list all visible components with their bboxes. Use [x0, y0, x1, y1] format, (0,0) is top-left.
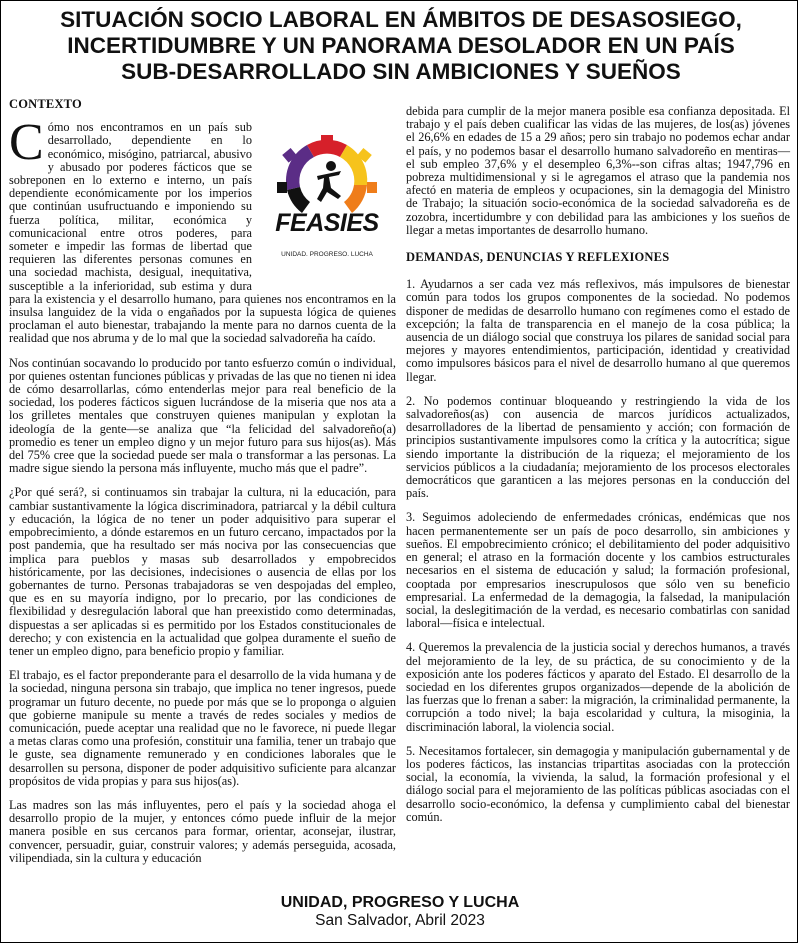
- contexto-paragraph-4: El trabajo, es el factor preponderante para el desarrollo de la vida humana y de la sociedad, ninguna persona sin trabajo, que implica no tener ingresos, puede programar un futuro decente, no puede por más que se lo proponga o alguien que gobierne manipule su mente a través de redes sociales y medios de comunicación, puede aceptar una realidad que no le favorece, ni puede llegar a metas claras como una profesión, constituir una familia, tener un trabajo que le guste, sea dignamente remunerado y en condiciones laborales que le desarrollen su persona, disponer de poder adquisitivo suficiente para alcanzar propósitos de vida propias y para sus hijos(as).: [9, 668, 396, 788]
- demandas-title: DEMANDAS, DENUNCIAS Y REFLEXIONES: [406, 250, 670, 265]
- feasies-logo: [258, 121, 396, 279]
- demanda-item-4: 4. Queremos la prevalencia de la justicia social y derechos humanos, a través del mejoramiento de la ley, de su práctica, de su conocimiento y de la exposición ante los poderes fácticos y aparato del Estado. El desarrollo de la sociedad en los diferentes grupos organizados—depende de la abolición de las fuerzas que lo frenan a saber: la migración, la criminalidad permanente, la corrupción a todo nivel; la baja escolaridad y cultura, la misoginia, la discriminación laboral, la violencia social.: [406, 640, 790, 734]
- contexto-paragraph-3: ¿Por qué será?, si continuamos sin trabajar la cultura, ni la educación, para cambiar sustantivamente la lógica discriminadora, patriarcal y la débil cultura y educación, la lógica de no tener un poder adquisitivo para superar el empobrecimiento, a dónde estaremos en un futuro cercano, impactados por la post pandemia, que ha resultado ser más nociva por las consecuencias que implica para pueblos y masas sub desarrollados y empobrecidos históricamente, por las decisiones, indecisiones o ausencia de ellas por los gobernantes de turno. Personas trabajadoras se ven despojadas del empleo, que es en su mayoría indigno, por lo precario, por las condiciones de flexibilidad y desregulación laboral que han preexistido como determinadas, dispuestas a ser aplicadas si es permitido por los Estados constitucionales de derecho; y con existencia en la actualidad que golpea duramente el sueño de tener un empleo digno, para beneficio propio y familiar.: [9, 485, 396, 658]
- headline-line-3: SUB-DESARROLLADO SIN AMBICIONES Y SUEÑOS: [121, 59, 681, 84]
- footer-slogan: UNIDAD, PROGRESO Y LUCHA: [280, 894, 520, 911]
- contexto-paragraph-5: Las madres son las más influyentes, pero el país y la sociedad ahoga el desarrollo propio de la mujer, y entonces cómo puede influir de la mejor manera posible en sus cercanos para formar, orientar, aconsejar, ilustrar, convencer, persuadir, guiar, construir valores; y además perseguida, acosada, vilipendiada, sin la cultura y educación: [9, 797, 396, 865]
- logo-tagline: UNIDAD. PROGRESO. LUCHA: [281, 251, 373, 259]
- left-column: [9, 98, 396, 876]
- drop-cap: C: [9, 114, 44, 172]
- contexto-title: CONTEXTO: [9, 97, 82, 111]
- contexto-paragraph-6: debida para cumplir de la mejor manera posible esa confianza depositada. El trabajo y el país deben cualificar las vidas de las mujeres, de los(as) jóvenes el 26,6% en edades de 15 a 29 años; pero sin trabajo no podemos echar andar el país, y no podemos basar el desarrollo humano salvadoreño en mentiras—el sub empleo 37,6% y el desempleo 6,3%--son cifras altas; 1947,796 en pobreza multidimensional y si le agregamos el atraso que la pandemia nos afectó en materia de empleos y ocupaciones, sin la demagogia del Ministro de Trabajo; la situación socio-económica de la sociedad salvadoreña es de zozobra, incertidumbre y con debilidad para las ambiciones y los sueños de llegar a metas importantes de desarrollo humano.: [406, 104, 790, 237]
- headline-line-2: INCERTIDUMBRE Y UN PANORAMA DESOLADOR EN UN PAÍS: [67, 33, 735, 58]
- demanda-item-1: 1. Ayudarnos a ser cada vez más reflexivos, más impulsores de bienestar común para todos los grupos componentes de la sociedad. No podemos disponer de medidas de desarrollo humano con regímenes como el estado de excepción; la falta de transparencia en el manejo de la cosa pública; la ausencia de un diálogo social que construya los pilares de sanidad social para mejores y mayores entendimientos, participación, identidad y creatividad como impulsores básicos para el nivel de desarrollo humano al que queremos llegar.: [406, 277, 790, 384]
- logo-wordmark: FEASIES: [275, 209, 379, 238]
- demanda-item-5: 5. Necesitamos fortalecer, sin demagogia y manipulación gubernamental y de los poderes fácticos, las instancias tripartitas asociadas con la protección social, la economía, la vivienda, la salud, la formación profesional y el diálogo social para el mejoramiento de las políticas públicas asociadas con el desarrollo socio-económico, la defensa y cumplimiento cabal del bienestar común.: [406, 743, 790, 824]
- contexto-paragraph-2: Nos continúan socavando lo producido por tanto esfuerzo común o individual, por quienes ostentan funciones públicas y privadas de las que no tienen ni idea de cómo desarrollarlas, cómo entenderlas mejor para real beneficio de la sociedad, los poderes fácticos siguen lucrándose de la miseria que nos ata a los grilletes mentales que construyen quienes manipulan y explotan la ideología de la gente—se analiza que “la felicidad del salvadoreño(a) promedio es tener un empleo digno y un mejor futuro para sus hijos(as). Más del 75% cree que la sociedad puede ser mala o transformar a las personas. La madre sigue siendo la persona más influyente, mucho más que el padre”.: [9, 355, 396, 476]
- demanda-item-3: 3. Seguimos adoleciendo de enfermedades crónicas, endémicas que nos hacen permanentemente ser un país de poco desarrollo, sin ambiciones y sueños. El empobrecimiento crónico; el debilitamiento del poder adquisitivo en general; el atraso en la formación docente y los cambios estructurales necesarios en el sistema de educación y salud; la formación profesional, cooptada por empresarios inescrupulosos que sólo ven su beneficio empresarial. La enfermedad de la demagogia, la falsedad, la manipulación social, la deslegitimación de la verdad, es necesario combatirlas con sanidad laboral—física e intelectual.: [406, 510, 790, 631]
- contexto-paragraph-1: Cómo nos encontramos en un país sub desarrollado, dependiente en lo económico, misógino, patriarcal, abusivo y abusado por poderes fácticos que se sobreponen en lo externo e interno, un país dependiente económicamente por los imperios que continúan usufructuando e imponiendo su fuerza política, militar, económica y comunicacional entre otros poderes, para someter e impedir las formas de libertad que requieren las diferentes personas comunes en una sociedad machista, desigual, inequitativa, susceptible a la inferioridad, sub estima y dura para la existencia y el desarrollo humano, para quienes nos encontramos en la insulsa languidez de la vida o engañados por la supuesta lógica de quienes proclaman el auto bienestar, trabajando la mente para no darnos cuenta de la realidad que nos abruma y de lo mal que la sociedad salvadoreña ha caído.: [9, 114, 396, 346]
- headline-line-1: SITUACIÓN SOCIO LABORAL EN ÁMBITOS DE DESASOSIEGO,: [60, 7, 742, 32]
- demanda-item-2: 2. No podemos continuar bloqueando y restringiendo la vida de los salvadoreños(as) con ausencia de marcos jurídicos actualizados, desarrolladores de la libertad de pensamiento y acción; con formación de principios sustantivamente impulsores como la crítica y la autocrítica; sigue siendo importante la distribución de la riqueza; el mejoramiento de los servicios públicos a la ciudadanía; mejoramiento de los procesos electorales democráticos que garanticen a las mejores personas en la conducción del país.: [406, 393, 790, 501]
- footer-place-date: San Salvador, Abril 2023: [315, 912, 485, 929]
- right-column: [406, 105, 790, 835]
- headline: [11, 7, 791, 85]
